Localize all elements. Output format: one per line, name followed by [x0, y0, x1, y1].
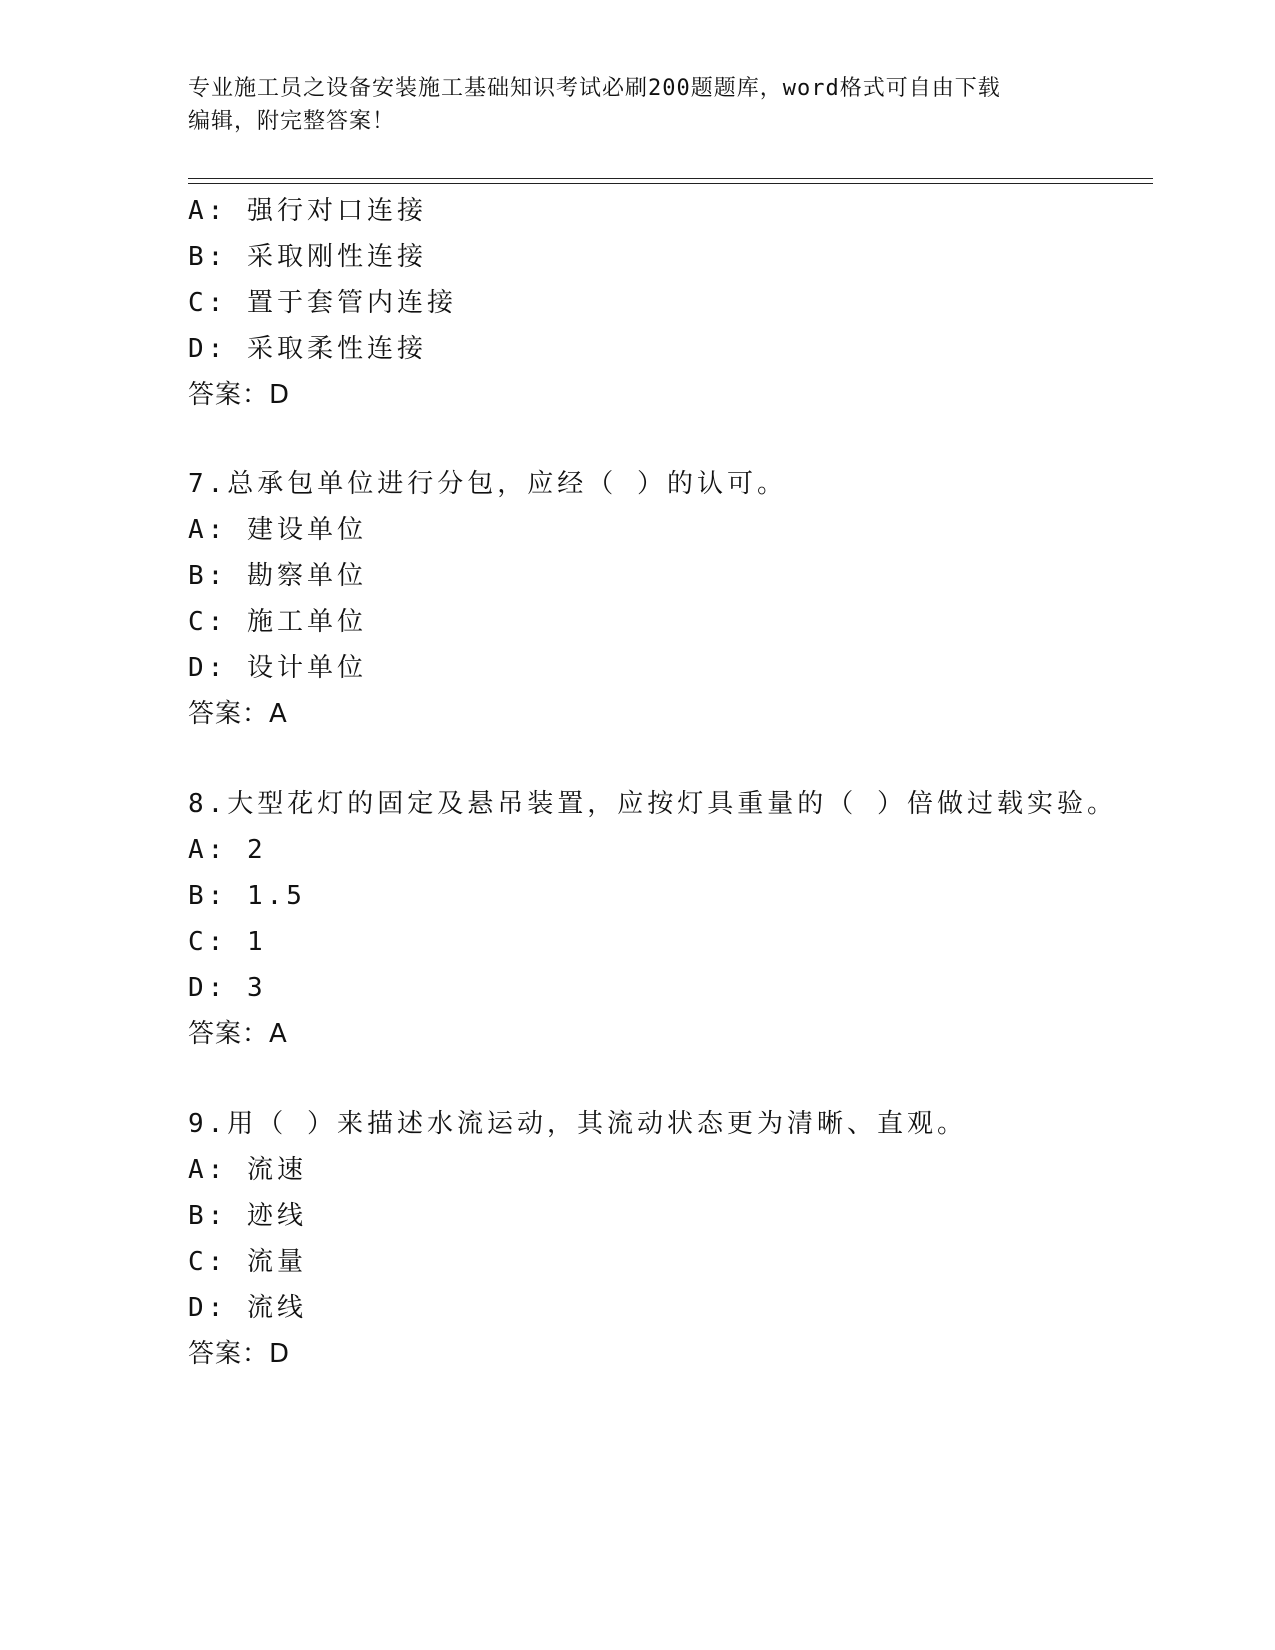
- option-a: A: 2: [188, 835, 267, 865]
- header-title-line-2: 编辑，附完整答案！: [188, 109, 396, 134]
- question-block-9: [188, 1101, 1188, 1377]
- option-d: D: 流线: [188, 1293, 307, 1323]
- answer-line: 答案：D: [188, 1339, 291, 1369]
- question-block-6: [188, 188, 1188, 418]
- option-d: D: 采取柔性连接: [188, 334, 427, 364]
- document-header: [188, 72, 1088, 138]
- question-block-7: [188, 461, 1188, 737]
- option-b: B: 迹线: [188, 1201, 307, 1231]
- option-a: A: 建设单位: [188, 515, 367, 545]
- question-block-8: [188, 781, 1188, 1057]
- header-divider-top: [188, 178, 1153, 179]
- answer-line: 答案：D: [188, 380, 291, 410]
- question-text: 8.大型花灯的固定及悬吊装置，应按灯具重量的（ ）倍做过载实验。: [188, 789, 1117, 819]
- question-text: 9.用（ ）来描述水流运动，其流动状态更为清晰、直观。: [188, 1109, 967, 1139]
- option-b: B: 勘察单位: [188, 561, 367, 591]
- option-b: B: 1.5: [188, 881, 306, 911]
- option-a: A: 流速: [188, 1155, 307, 1185]
- option-c: C: 1: [188, 927, 267, 957]
- option-c: C: 置于套管内连接: [188, 288, 457, 318]
- option-c: C: 施工单位: [188, 607, 367, 637]
- option-c: C: 流量: [188, 1247, 307, 1277]
- header-divider-bottom: [188, 183, 1153, 184]
- option-b: B: 采取刚性连接: [188, 242, 427, 272]
- answer-line: 答案：A: [188, 1019, 288, 1049]
- option-d: D: 3: [188, 973, 267, 1003]
- answer-line: 答案：A: [188, 699, 288, 729]
- question-text: 7.总承包单位进行分包，应经（ ）的认可。: [188, 469, 787, 499]
- option-d: D: 设计单位: [188, 653, 367, 683]
- header-title-line-1: 专业施工员之设备安装施工基础知识考试必刷200题题库，word格式可自由下载: [188, 76, 1001, 101]
- option-a: A: 强行对口连接: [188, 196, 427, 226]
